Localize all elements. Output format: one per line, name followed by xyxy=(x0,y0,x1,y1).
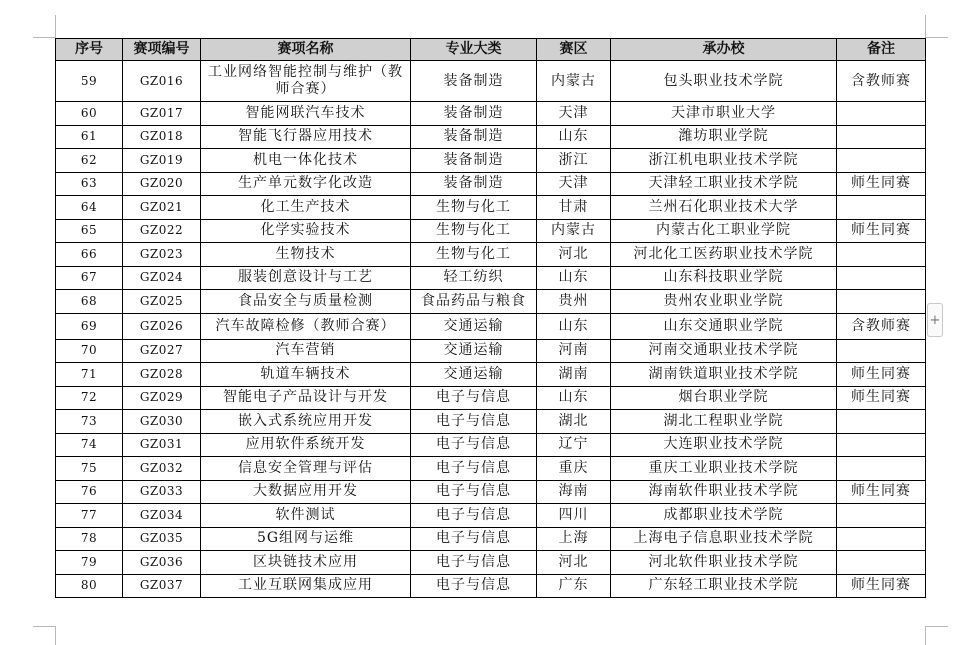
table-row xyxy=(56,410,926,434)
cell-note: 含教师赛 xyxy=(837,313,926,339)
cell-region: 河北 xyxy=(537,551,611,575)
cell-code: GZ016 xyxy=(123,61,201,102)
cell-host: 河南交通职业技术学院 xyxy=(611,339,837,363)
table-row xyxy=(56,266,926,290)
table-row xyxy=(56,386,926,410)
cell-region: 四川 xyxy=(537,504,611,528)
cell-note: 师生同赛 xyxy=(837,480,926,504)
cell-note: 含教师赛 xyxy=(837,61,926,102)
cell-category: 生物与化工 xyxy=(411,219,537,243)
cell-code: GZ025 xyxy=(123,290,201,314)
cell-code: GZ027 xyxy=(123,339,201,363)
cell-index: 76 xyxy=(56,480,123,504)
cell-host: 山东交通职业学院 xyxy=(611,313,837,339)
cell-code: GZ035 xyxy=(123,527,201,551)
cell-category: 电子与信息 xyxy=(411,433,537,457)
cell-category: 电子与信息 xyxy=(411,551,537,575)
header-name: 赛项名称 xyxy=(201,39,411,61)
cell-code: GZ024 xyxy=(123,266,201,290)
cell-note: 师生同赛 xyxy=(837,386,926,410)
cell-host: 大连职业技术学院 xyxy=(611,433,837,457)
cell-index: 74 xyxy=(56,433,123,457)
cell-host: 潍坊职业学院 xyxy=(611,125,837,149)
cell-code: GZ032 xyxy=(123,457,201,481)
cell-note xyxy=(837,102,926,126)
cell-region: 贵州 xyxy=(537,290,611,314)
cell-host: 兰州石化职业技术大学 xyxy=(611,196,837,220)
cell-region: 山东 xyxy=(537,125,611,149)
cell-code: GZ023 xyxy=(123,243,201,267)
cell-name: 生产单元数字化改造 xyxy=(201,172,411,196)
cell-note xyxy=(837,551,926,575)
cell-index: 80 xyxy=(56,574,123,598)
cell-category: 交通运输 xyxy=(411,339,537,363)
cell-region: 甘肃 xyxy=(537,196,611,220)
cell-code: GZ033 xyxy=(123,480,201,504)
cell-name: 5G组网与运维 xyxy=(201,527,411,551)
cell-note xyxy=(837,290,926,314)
page-corner-mark-top-left xyxy=(33,15,56,38)
cell-host: 内蒙古化工职业学院 xyxy=(611,219,837,243)
header-code: 赛项编号 xyxy=(123,39,201,61)
cell-note xyxy=(837,149,926,173)
table-row xyxy=(56,243,926,267)
cell-note: 师生同赛 xyxy=(837,219,926,243)
cell-region: 天津 xyxy=(537,102,611,126)
cell-code: GZ036 xyxy=(123,551,201,575)
cell-host: 成都职业技术学院 xyxy=(611,504,837,528)
table-row xyxy=(56,125,926,149)
cell-region: 广东 xyxy=(537,574,611,598)
cell-code: GZ030 xyxy=(123,410,201,434)
cell-note xyxy=(837,125,926,149)
cell-category: 装备制造 xyxy=(411,61,537,102)
cell-name: 工业互联网集成应用 xyxy=(201,574,411,598)
cell-name: 服装创意设计与工艺 xyxy=(201,266,411,290)
cell-code: GZ019 xyxy=(123,149,201,173)
cell-note xyxy=(837,410,926,434)
table-row xyxy=(56,290,926,314)
cell-category: 电子与信息 xyxy=(411,504,537,528)
plus-icon: + xyxy=(929,312,941,328)
cell-category: 交通运输 xyxy=(411,363,537,387)
cell-code: GZ029 xyxy=(123,386,201,410)
cell-index: 59 xyxy=(56,61,123,102)
cell-category: 装备制造 xyxy=(411,172,537,196)
cell-category: 装备制造 xyxy=(411,102,537,126)
cell-name: 软件测试 xyxy=(201,504,411,528)
cell-name: 生物技术 xyxy=(201,243,411,267)
cell-code: GZ028 xyxy=(123,363,201,387)
cell-index: 70 xyxy=(56,339,123,363)
cell-index: 61 xyxy=(56,125,123,149)
cell-name: 信息安全管理与评估 xyxy=(201,457,411,481)
cell-category: 电子与信息 xyxy=(411,527,537,551)
cell-code: GZ021 xyxy=(123,196,201,220)
cell-name: 应用软件系统开发 xyxy=(201,433,411,457)
cell-name: 嵌入式系统应用开发 xyxy=(201,410,411,434)
cell-index: 75 xyxy=(56,457,123,481)
header-category: 专业大类 xyxy=(411,39,537,61)
cell-region: 海南 xyxy=(537,480,611,504)
cell-note xyxy=(837,527,926,551)
cell-code: GZ022 xyxy=(123,219,201,243)
cell-host: 重庆工业职业技术学院 xyxy=(611,457,837,481)
cell-index: 79 xyxy=(56,551,123,575)
cell-category: 生物与化工 xyxy=(411,196,537,220)
table-row xyxy=(56,219,926,243)
table-header-row xyxy=(56,39,926,61)
cell-note: 师生同赛 xyxy=(837,172,926,196)
cell-name: 区块链技术应用 xyxy=(201,551,411,575)
cell-note xyxy=(837,339,926,363)
cell-note xyxy=(837,504,926,528)
cell-region: 山东 xyxy=(537,386,611,410)
cell-name: 智能飞行器应用技术 xyxy=(201,125,411,149)
page-corner-mark-bottom-left xyxy=(33,626,56,645)
cell-note: 师生同赛 xyxy=(837,574,926,598)
cell-host: 包头职业技术学院 xyxy=(611,61,837,102)
cell-code: GZ017 xyxy=(123,102,201,126)
cell-category: 食品药品与粮食 xyxy=(411,290,537,314)
cell-category: 装备制造 xyxy=(411,125,537,149)
header-index: 序号 xyxy=(56,39,123,61)
cell-index: 66 xyxy=(56,243,123,267)
table-row xyxy=(56,457,926,481)
cell-code: GZ037 xyxy=(123,574,201,598)
cell-note xyxy=(837,196,926,220)
cell-category: 交通运输 xyxy=(411,313,537,339)
cell-name: 轨道车辆技术 xyxy=(201,363,411,387)
cell-index: 77 xyxy=(56,504,123,528)
header-region: 赛区 xyxy=(537,39,611,61)
cell-category: 电子与信息 xyxy=(411,410,537,434)
cell-region: 重庆 xyxy=(537,457,611,481)
table-row xyxy=(56,527,926,551)
cell-host: 天津轻工职业技术学院 xyxy=(611,172,837,196)
cell-note xyxy=(837,433,926,457)
cell-region: 湖北 xyxy=(537,410,611,434)
cell-category: 轻工纺织 xyxy=(411,266,537,290)
cell-name: 汽车故障检修（教师合赛） xyxy=(201,313,411,339)
cell-region: 山东 xyxy=(537,313,611,339)
cell-host: 河北化工医药职业技术学院 xyxy=(611,243,837,267)
cell-code: GZ031 xyxy=(123,433,201,457)
cell-host: 山东科技职业学院 xyxy=(611,266,837,290)
cell-code: GZ018 xyxy=(123,125,201,149)
table-row xyxy=(56,480,926,504)
table-row xyxy=(56,433,926,457)
cell-name: 汽车营销 xyxy=(201,339,411,363)
cell-region: 湖南 xyxy=(537,363,611,387)
cell-category: 电子与信息 xyxy=(411,457,537,481)
cell-name: 工业网络智能控制与维护（教师合赛） xyxy=(201,61,411,102)
cell-category: 电子与信息 xyxy=(411,574,537,598)
cell-name: 机电一体化技术 xyxy=(201,149,411,173)
cell-index: 72 xyxy=(56,386,123,410)
cell-name: 化学实验技术 xyxy=(201,219,411,243)
cell-index: 73 xyxy=(56,410,123,434)
cell-host: 湖南铁道职业技术学院 xyxy=(611,363,837,387)
cell-host: 烟台职业学院 xyxy=(611,386,837,410)
cell-category: 装备制造 xyxy=(411,149,537,173)
cell-host: 海南软件职业技术学院 xyxy=(611,480,837,504)
table-row xyxy=(56,551,926,575)
cell-host: 贵州农业职业学院 xyxy=(611,290,837,314)
cell-region: 上海 xyxy=(537,527,611,551)
cell-name: 化工生产技术 xyxy=(201,196,411,220)
table-row xyxy=(56,102,926,126)
cell-note xyxy=(837,266,926,290)
table-row xyxy=(56,313,926,339)
cell-code: GZ020 xyxy=(123,172,201,196)
cell-host: 上海电子信息职业技术学院 xyxy=(611,527,837,551)
cell-index: 62 xyxy=(56,149,123,173)
cell-index: 60 xyxy=(56,102,123,126)
cell-note: 师生同赛 xyxy=(837,363,926,387)
table-row xyxy=(56,172,926,196)
cell-index: 69 xyxy=(56,313,123,339)
cell-host: 广东轻工职业技术学院 xyxy=(611,574,837,598)
table-body xyxy=(56,61,926,598)
cell-host: 浙江机电职业技术学院 xyxy=(611,149,837,173)
cell-region: 山东 xyxy=(537,266,611,290)
table-row xyxy=(56,339,926,363)
cell-index: 63 xyxy=(56,172,123,196)
cell-region: 河南 xyxy=(537,339,611,363)
cell-host: 天津市职业大学 xyxy=(611,102,837,126)
table-row xyxy=(56,504,926,528)
cell-index: 68 xyxy=(56,290,123,314)
cell-code: GZ026 xyxy=(123,313,201,339)
table-row xyxy=(56,363,926,387)
cell-host: 湖北工程职业学院 xyxy=(611,410,837,434)
table-row xyxy=(56,149,926,173)
cell-index: 64 xyxy=(56,196,123,220)
cell-note xyxy=(837,457,926,481)
cell-index: 67 xyxy=(56,266,123,290)
table-row xyxy=(56,574,926,598)
cell-name: 食品安全与质量检测 xyxy=(201,290,411,314)
cell-region: 河北 xyxy=(537,243,611,267)
cell-index: 65 xyxy=(56,219,123,243)
cell-host: 河北软件职业技术学院 xyxy=(611,551,837,575)
cell-note xyxy=(837,243,926,267)
cell-code: GZ034 xyxy=(123,504,201,528)
page-corner-mark-top-right xyxy=(925,15,948,38)
table-row xyxy=(56,196,926,220)
cell-category: 电子与信息 xyxy=(411,386,537,410)
add-column-button[interactable] xyxy=(927,303,943,337)
page-corner-mark-bottom-right xyxy=(925,626,948,645)
cell-region: 辽宁 xyxy=(537,433,611,457)
header-note: 备注 xyxy=(837,39,926,61)
cell-category: 生物与化工 xyxy=(411,243,537,267)
cell-index: 78 xyxy=(56,527,123,551)
cell-name: 大数据应用开发 xyxy=(201,480,411,504)
competition-table xyxy=(55,38,926,598)
cell-region: 内蒙古 xyxy=(537,219,611,243)
cell-region: 浙江 xyxy=(537,149,611,173)
cell-name: 智能电子产品设计与开发 xyxy=(201,386,411,410)
cell-category: 电子与信息 xyxy=(411,480,537,504)
cell-index: 71 xyxy=(56,363,123,387)
cell-region: 内蒙古 xyxy=(537,61,611,102)
table-row xyxy=(56,61,926,102)
header-host: 承办校 xyxy=(611,39,837,61)
cell-name: 智能网联汽车技术 xyxy=(201,102,411,126)
cell-region: 天津 xyxy=(537,172,611,196)
